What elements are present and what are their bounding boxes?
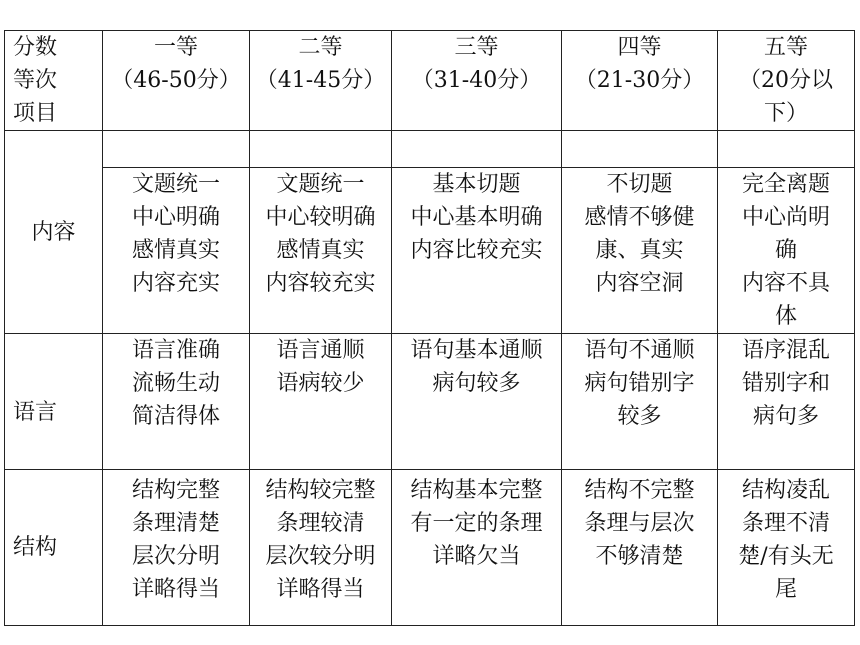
row-label-language: 语言: [5, 334, 103, 470]
empty-cell: [250, 131, 392, 168]
row-label-structure: 结构: [5, 470, 103, 626]
structure-row: [5, 470, 855, 626]
spacer-row: [5, 131, 855, 168]
content-cell-4: 不切题 感情不够健 康、真实 内容空洞: [562, 168, 718, 334]
grade-header-1: [103, 31, 250, 131]
grade-name: 三等: [454, 35, 499, 60]
grade-name: 四等: [617, 35, 662, 60]
grade-name: 五等: [763, 35, 808, 60]
grade-range: （20分以 下）: [739, 68, 833, 126]
grading-table: [4, 30, 855, 626]
content-cell-1: 文题统一 中心明确 感情真实 内容充实: [103, 168, 250, 334]
empty-cell: [392, 131, 562, 168]
grade-name: 一等: [153, 35, 198, 60]
row-label-content: 内容: [5, 131, 103, 334]
content-cell-2: 文题统一 中心较明确 感情真实 内容较充实: [250, 168, 392, 334]
grade-header-5: [718, 31, 855, 131]
grade-range: （41-45分）: [255, 68, 386, 93]
grade-header-4: [562, 31, 718, 131]
structure-cell-2: 结构较完整 条理较清 层次较分明 详略得当: [250, 470, 392, 626]
grade-range: （46-50分）: [111, 68, 241, 93]
grade-header-2: [250, 31, 392, 131]
corner-header: 分数 等次 项目: [5, 31, 103, 131]
grade-range: （31-40分）: [411, 68, 542, 93]
language-cell-4: 语句不通顺 病句错别字 较多: [562, 334, 718, 470]
structure-cell-3: 结构基本完整 有一定的条理 详略欠当: [392, 470, 562, 626]
grade-name: 二等: [298, 35, 343, 60]
content-cell-5: 完全离题 中心尚明 确 内容不具 体: [718, 168, 855, 334]
structure-cell-1: 结构完整 条理清楚 层次分明 详略得当: [103, 470, 250, 626]
content-cell-3: 基本切题 中心基本明确 内容比较充实: [392, 168, 562, 334]
structure-cell-5: 结构凌乱 条理不清 楚/有头无 尾: [718, 470, 855, 626]
language-cell-5: 语序混乱 错别字和 病句多: [718, 334, 855, 470]
structure-cell-4: 结构不完整 条理与层次 不够清楚: [562, 470, 718, 626]
language-cell-2: 语言通顺 语病较少: [250, 334, 392, 470]
empty-cell: [718, 131, 855, 168]
language-cell-1: 语言准确 流畅生动 简洁得体: [103, 334, 250, 470]
grade-range: （21-30分）: [574, 68, 705, 93]
header-row: [5, 31, 855, 131]
language-row: [5, 334, 855, 470]
content-row: [5, 168, 855, 334]
empty-cell: [562, 131, 718, 168]
language-cell-3: 语句基本通顺 病句较多: [392, 334, 562, 470]
empty-cell: [103, 131, 250, 168]
grade-header-3: [392, 31, 562, 131]
